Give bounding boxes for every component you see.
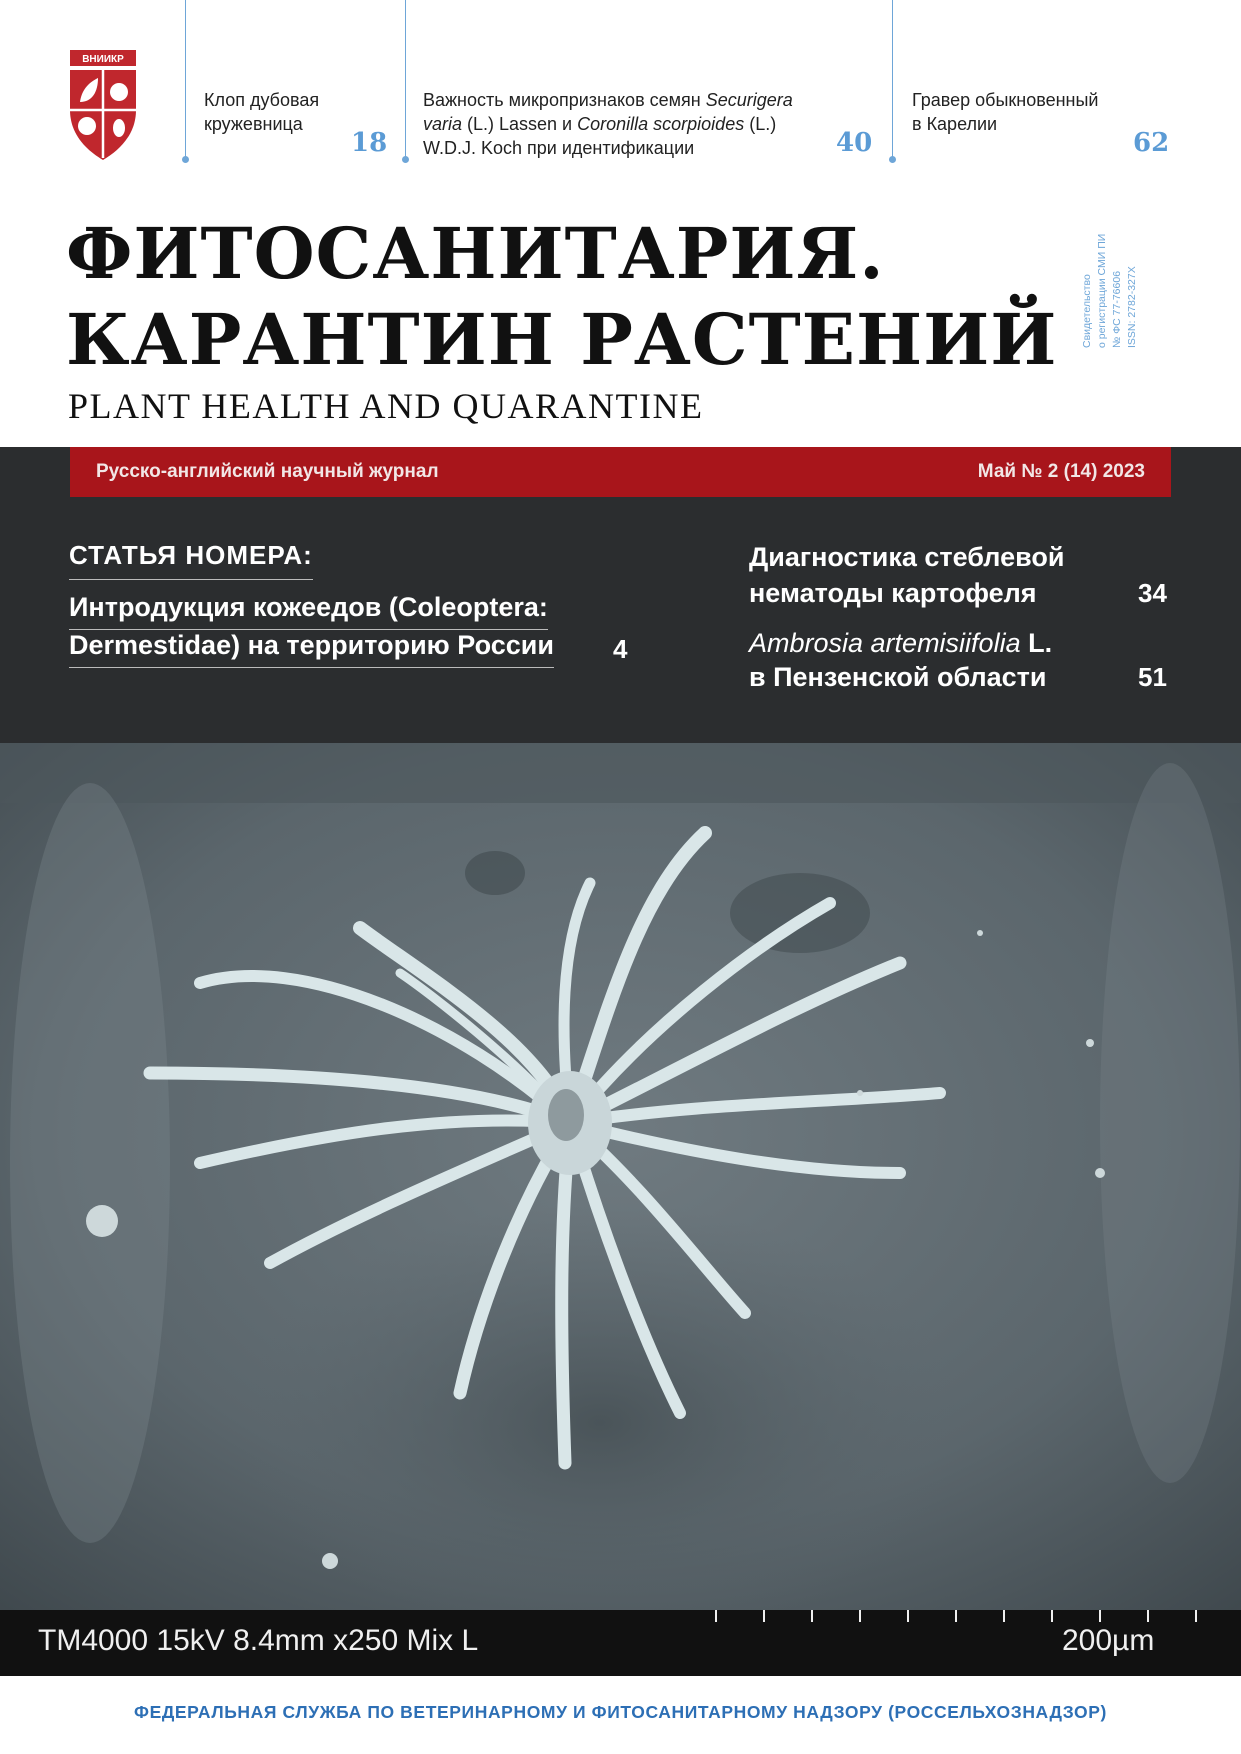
registration-line: № ФС 77-76606 [1111,270,1123,348]
article-page-number: 34 [1138,578,1167,608]
journal-title-english: PLANT HEALTH AND QUARANTINE [68,386,704,426]
teaser-taxon: Coronilla scorpioides [577,114,745,134]
article-nematode-line2[interactable]: нематоды картофеля [749,578,1037,608]
microscope-parameters: TM4000 15kV 8.4mm x250 Mix L [38,1624,479,1657]
teaser-line: в Карелии [912,114,998,134]
publisher-footer: ФЕДЕРАЛЬНАЯ СЛУЖБА ПО ВЕТЕРИНАРНОМУ И ФИТОСАНИТАРНОМУ НАДЗОРУ (РОССЕЛЬХОЗНАДЗОР) [134,1702,1107,1722]
teaser-taxon: varia [423,114,463,134]
featured-article-line2[interactable]: Dermestidae) на территорию России [69,630,554,668]
article-ambrosia-line1[interactable] [749,628,1052,659]
scale-label: 200µm [1062,1624,1155,1657]
journal-title-line1: ФИТОСАНИТАРИЯ. [66,212,885,295]
teaser-page-number: 62 [1133,128,1170,158]
teaser-page-number: 40 [836,128,873,158]
teaser-bark-beetle[interactable] [912,88,1098,136]
teaser-line: W.D.J. Koch при идентификации [423,138,695,158]
teaser-line: Важность микропризнаков семян [423,90,706,110]
article-nematode-line1[interactable]: Диагностика стеблевой [749,542,1065,572]
divider [185,0,186,160]
divider [892,0,893,160]
registration-line: Свидетельство [1081,274,1093,348]
cover-micrograph [0,743,1241,1610]
featured-page-number: 4 [613,634,628,664]
micrograph-info-bar [0,1610,1241,1676]
journal-title-line2: КАРАНТИН РАСТЕНИЙ [66,298,1058,381]
scale-ticks [714,1610,1204,1624]
teaser-line: кружевница [204,114,303,134]
teaser-line: Гравер обыкновенный [912,90,1099,110]
divider [405,0,406,160]
featured-article-line1[interactable]: Интродукция кожеедов (Coleoptera: [69,592,548,630]
registration-line: о регистрации СМИ ПИ [1096,233,1108,348]
issue-number: Май № 2 (14) 2023 [977,461,1145,482]
article-taxon: Ambrosia artemisiifolia [749,628,1021,658]
featured-label: СТАТЬЯ НОМЕРА: [69,540,313,580]
journal-type: Русско-английский научный журнал [96,461,439,482]
emblem-label: ВНИИКР [82,54,124,65]
issue-bar [70,447,1171,497]
article-taxon-author: L. [1020,628,1053,658]
article-ambrosia-line2[interactable]: в Пензенской области [749,662,1047,692]
teaser-taxon: Securigera [705,90,793,110]
registration-line: ISSN: 2782-327X [1126,266,1138,348]
teaser-page-number: 18 [351,128,388,158]
teaser-seed-microfeatures[interactable] [423,88,823,160]
teaser-line: (L.) [744,114,777,134]
shield-emblem-icon [68,50,138,162]
registration-info [1080,218,1138,348]
teaser-line: Клоп дубовая [204,90,320,110]
teaser-line: (L.) Lassen и [462,114,578,134]
teaser-oak-lace-bug[interactable] [204,88,319,136]
article-page-number: 51 [1138,662,1167,692]
